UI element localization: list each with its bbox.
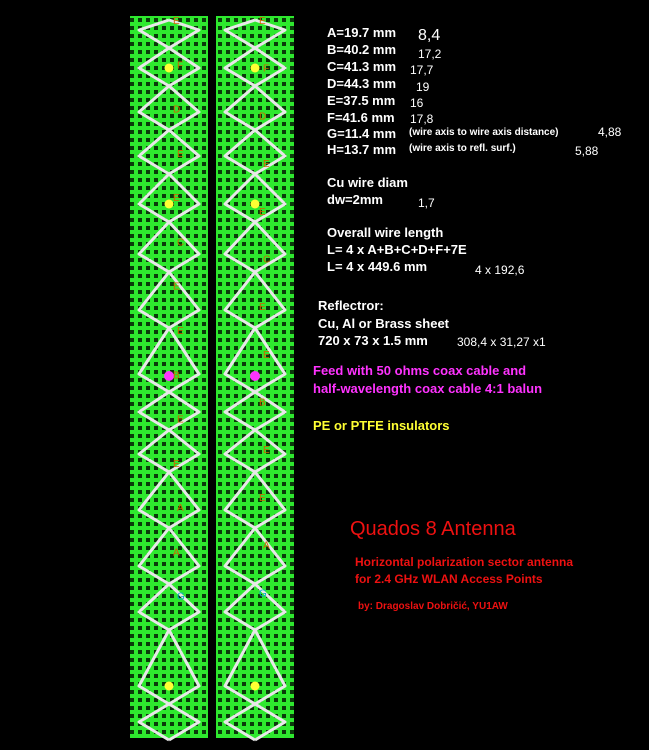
- element-label: E: [263, 349, 270, 361]
- dimension-hand-note: 16: [410, 96, 424, 110]
- element-label: A: [173, 547, 180, 559]
- dimension-hand-note: 5,88: [575, 144, 599, 158]
- insulator-dot: [251, 64, 260, 73]
- element-label: F: [177, 60, 184, 72]
- element-label: A: [263, 540, 270, 552]
- insulator-dot: [165, 682, 174, 691]
- insulator-dot: [251, 682, 260, 691]
- reflector-material: Cu, Al or Brass sheet: [318, 316, 450, 331]
- element-label: E: [173, 193, 180, 205]
- dimension-note: (wire axis to wire axis distance): [409, 127, 559, 138]
- dimension-value: B=40.2 mm: [327, 42, 397, 57]
- element-label: D: [173, 104, 181, 116]
- element-label: E: [263, 159, 270, 171]
- feed-point: [250, 371, 260, 381]
- element-label: F: [263, 63, 270, 75]
- dimension-hand-note: 4,88: [598, 125, 622, 139]
- dimension-value: C=41.3 mm: [327, 59, 397, 74]
- element-label: E: [259, 492, 266, 504]
- dimension-value: A=19.7 mm: [327, 25, 397, 40]
- wire-title: Cu wire diam: [327, 175, 408, 190]
- element-label: E: [177, 414, 184, 426]
- element-label: E: [173, 458, 180, 470]
- reflector-size: 720 x 73 x 1.5 mm: [318, 333, 428, 348]
- dimension-hand-note: 8,4: [418, 27, 441, 44]
- element-label: B: [173, 370, 180, 382]
- element-label: E: [177, 326, 184, 337]
- subtitle-line-1: Horizontal polarization sector antenna: [355, 555, 574, 569]
- wire-value: dw=2mm: [327, 192, 383, 207]
- insulator-dot: [165, 64, 174, 73]
- element-label: C: [263, 254, 271, 266]
- element-label: C: [177, 237, 185, 249]
- element-label: E: [259, 206, 266, 218]
- element-label: E: [173, 16, 180, 27]
- element-label: B: [259, 397, 266, 409]
- reflector-hand-note: 308,4 x 31,27 x1: [457, 335, 546, 349]
- author: by: Dragoslav Dobričić, YU1AW: [358, 601, 508, 612]
- dimension-hand-note: 17,7: [410, 63, 434, 77]
- length-hand-note: 4 x 192,6: [475, 263, 525, 277]
- feed-line-1: Feed with 50 ohms coax cable and: [313, 363, 527, 378]
- dimension-hand-note: 17,2: [418, 47, 442, 61]
- dimension-value: F=41.6 mm: [327, 110, 395, 125]
- length-formula: L= 4 x A+B+C+D+F+7E: [327, 242, 467, 257]
- feed-line-2: half-wavelength coax cable 4:1 balun: [313, 381, 543, 396]
- subtitle-line-2: for 2.4 GHz WLAN Access Points: [355, 572, 543, 586]
- dimension-value: E=37.5 mm: [327, 93, 396, 108]
- dimension-value: G=11.4 mm: [327, 126, 397, 141]
- element-label: G: [259, 588, 267, 600]
- dimension-hand-note: 17,8: [410, 112, 434, 126]
- element-label: A: [177, 503, 184, 515]
- element-label: D: [259, 111, 267, 123]
- length-value: L= 4 x 449.6 mm: [327, 259, 428, 274]
- element-label: G: [177, 591, 185, 603]
- dimension-note: (wire axis to refl. surf.): [409, 143, 516, 154]
- dimension-value: H=13.7 mm: [327, 142, 397, 157]
- element-label: E: [259, 16, 266, 27]
- title: Quados 8 Antenna: [350, 518, 516, 540]
- dimension-hand-note: 19: [416, 80, 430, 94]
- insulators-note: PE or PTFE insulators: [313, 418, 450, 433]
- element-label: E: [177, 148, 184, 160]
- dimension-value: D=44.3 mm: [327, 76, 397, 91]
- reflector-title: Reflectror:: [318, 298, 384, 313]
- wire-hand-note: 1,7: [418, 196, 435, 210]
- element-label: E: [173, 281, 180, 293]
- element-label: E: [263, 445, 270, 457]
- length-title: Overall wire length: [327, 225, 444, 240]
- element-label: E: [259, 302, 266, 314]
